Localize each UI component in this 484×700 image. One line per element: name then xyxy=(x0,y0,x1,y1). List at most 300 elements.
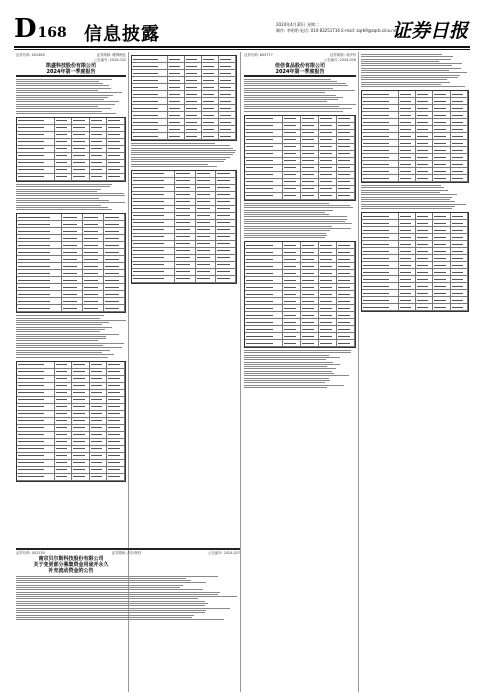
table-cell xyxy=(362,304,399,310)
text-line xyxy=(16,104,115,105)
table-cell xyxy=(245,256,283,262)
table-row xyxy=(17,439,125,446)
table-cell xyxy=(168,63,185,69)
table-cell xyxy=(132,185,175,191)
table-cell xyxy=(83,291,104,297)
table-cell xyxy=(416,154,433,160)
table-cell xyxy=(283,340,301,346)
table-row xyxy=(132,276,236,283)
table-cell xyxy=(301,326,319,332)
table-cell xyxy=(283,137,301,143)
table-cell xyxy=(301,137,319,143)
text-line xyxy=(16,354,114,355)
table-row xyxy=(132,199,236,206)
table-row xyxy=(132,133,236,140)
table-row xyxy=(17,125,125,132)
table-cell xyxy=(216,178,236,184)
table-cell xyxy=(17,228,62,234)
text-line xyxy=(16,576,218,577)
body-text xyxy=(16,576,240,621)
table-cell xyxy=(55,160,73,166)
table-cell xyxy=(451,290,468,296)
table-cell xyxy=(175,171,195,177)
table-cell xyxy=(451,283,468,289)
company-name: 南京贝尔斯科技股份有限公司 xyxy=(38,555,104,562)
table-cell xyxy=(90,397,108,403)
table-cell xyxy=(337,291,355,297)
table-cell xyxy=(216,234,236,240)
table-cell xyxy=(433,133,450,139)
table-cell xyxy=(83,263,104,269)
table-cell xyxy=(416,276,433,282)
table-cell xyxy=(55,369,73,375)
table-cell xyxy=(185,63,202,69)
table-cell xyxy=(433,262,450,268)
table-cell xyxy=(301,179,319,185)
table-cell xyxy=(451,105,468,111)
table-cell xyxy=(72,446,90,452)
table-cell xyxy=(337,130,355,136)
table-row xyxy=(132,178,236,185)
table-cell xyxy=(301,158,319,164)
stock-abbr: 证券简称: 沃尔核材 xyxy=(111,550,141,555)
table-cell xyxy=(399,297,416,303)
table-cell xyxy=(17,411,55,417)
table-cell xyxy=(196,248,216,254)
table-cell xyxy=(399,304,416,310)
text-line xyxy=(16,350,110,351)
table-cell xyxy=(245,326,283,332)
income-statement-table xyxy=(131,55,237,141)
table-cell xyxy=(399,220,416,226)
text-line xyxy=(244,368,336,369)
table-cell xyxy=(416,283,433,289)
table-cell xyxy=(301,130,319,136)
table-cell xyxy=(55,418,73,424)
table-row xyxy=(132,248,236,255)
table-cell xyxy=(107,167,125,173)
text-line xyxy=(244,219,347,220)
table-cell xyxy=(219,77,236,83)
table-cell xyxy=(399,119,416,125)
table-cell xyxy=(283,326,301,332)
text-line xyxy=(244,373,334,374)
announcement-no: 公告编号: 2024-027 xyxy=(207,550,240,555)
table-cell xyxy=(185,133,202,139)
text-line xyxy=(16,578,186,579)
table-row xyxy=(17,383,125,390)
table-cell xyxy=(362,227,399,233)
table-cell xyxy=(433,175,450,181)
table-cell xyxy=(451,248,468,254)
table-cell xyxy=(245,249,283,255)
table-cell xyxy=(399,290,416,296)
text-line xyxy=(16,209,112,210)
table-cell xyxy=(283,298,301,304)
announcement-no: 公告编号: 2024-032 xyxy=(93,58,126,62)
table-cell xyxy=(17,284,62,290)
text-line xyxy=(16,331,100,332)
table-cell xyxy=(196,171,216,177)
table-cell xyxy=(107,446,125,452)
table-cell xyxy=(416,147,433,153)
table-cell xyxy=(132,220,175,226)
table-cell xyxy=(17,474,55,480)
table-cell xyxy=(55,383,73,389)
table-cell xyxy=(17,298,62,304)
table-cell xyxy=(196,185,216,191)
table-row xyxy=(245,123,355,130)
table-cell xyxy=(433,112,450,118)
table-cell xyxy=(185,126,202,132)
table-row xyxy=(245,256,355,263)
table-cell xyxy=(104,228,125,234)
table-cell xyxy=(337,277,355,283)
table-cell xyxy=(90,467,108,473)
table-cell xyxy=(83,235,104,241)
text-line xyxy=(16,83,103,84)
company-name: 佳佳食品股份有限公司 xyxy=(274,63,325,69)
table-cell xyxy=(175,269,195,275)
text-line xyxy=(16,605,205,606)
table-cell xyxy=(416,269,433,275)
table-row xyxy=(17,291,125,298)
contact-line: 制作: 李明明 电话: 010-83251716 E-mail: zqrb9@zqrb.sina.net xyxy=(276,28,398,33)
table-cell xyxy=(62,228,83,234)
table-row xyxy=(362,213,468,220)
table-cell xyxy=(337,179,355,185)
stock-abbr: 证券简称: 赣锋锂业 xyxy=(96,53,126,57)
right-continuation-column xyxy=(361,52,469,692)
table-cell xyxy=(175,220,195,226)
text-line xyxy=(244,88,333,89)
table-row xyxy=(132,234,236,241)
table-cell xyxy=(72,467,90,473)
table-cell xyxy=(90,460,108,466)
table-cell xyxy=(319,165,337,171)
report-title: 2024年第一季度报告 xyxy=(46,69,96,75)
table-cell xyxy=(17,362,55,368)
section-title: 信息披露 xyxy=(84,24,160,45)
table-cell xyxy=(283,312,301,318)
table-cell xyxy=(17,214,62,220)
table-cell xyxy=(399,213,416,219)
table-cell xyxy=(107,397,125,403)
newspaper-brand: 证券日报 xyxy=(391,20,468,42)
table-cell xyxy=(168,84,185,90)
table-cell xyxy=(17,369,55,375)
table-cell xyxy=(245,298,283,304)
table-cell xyxy=(283,158,301,164)
table-row xyxy=(132,171,236,178)
table-row xyxy=(362,283,468,290)
table-cell xyxy=(168,91,185,97)
body-text xyxy=(16,184,126,210)
table-cell xyxy=(216,220,236,226)
table-cell xyxy=(245,158,283,164)
text-line xyxy=(244,210,333,211)
text-line xyxy=(16,357,108,358)
table-cell xyxy=(17,125,55,131)
table-cell xyxy=(104,221,125,227)
text-line xyxy=(16,592,220,593)
table-row xyxy=(17,167,125,174)
table-cell xyxy=(362,168,399,174)
table-cell xyxy=(451,255,468,261)
table-cell xyxy=(196,276,216,282)
table-cell xyxy=(196,227,216,233)
table-cell xyxy=(319,333,337,339)
table-cell xyxy=(451,234,468,240)
text-line xyxy=(244,362,333,363)
table-cell xyxy=(83,277,104,283)
table-cell xyxy=(319,242,337,248)
text-line xyxy=(16,101,119,102)
table-cell xyxy=(433,304,450,310)
table-cell xyxy=(433,98,450,104)
table-row xyxy=(362,91,468,98)
table-cell xyxy=(185,70,202,76)
text-line xyxy=(16,79,112,80)
table-cell xyxy=(416,227,433,233)
table-cell xyxy=(132,63,168,69)
page-header xyxy=(14,16,470,44)
text-line xyxy=(244,205,350,206)
table-cell xyxy=(185,56,202,62)
income-statement-table xyxy=(361,212,469,312)
table-cell xyxy=(62,221,83,227)
table-cell xyxy=(416,168,433,174)
table-cell xyxy=(219,133,236,139)
text-line xyxy=(16,340,98,341)
table-cell xyxy=(72,139,90,145)
body-text xyxy=(244,350,356,388)
table-cell xyxy=(416,112,433,118)
text-line xyxy=(244,83,346,84)
table-cell xyxy=(132,70,168,76)
text-line xyxy=(16,90,98,91)
table-cell xyxy=(416,98,433,104)
table-cell xyxy=(107,390,125,396)
table-cell xyxy=(216,255,236,261)
table-cell xyxy=(132,248,175,254)
table-cell xyxy=(337,186,355,192)
table-cell xyxy=(245,312,283,318)
table-row xyxy=(17,270,125,277)
table-cell xyxy=(245,242,283,248)
table-cell xyxy=(416,105,433,111)
text-line xyxy=(16,202,125,203)
table-cell xyxy=(107,439,125,445)
table-cell xyxy=(301,186,319,192)
text-line xyxy=(361,204,466,205)
text-line xyxy=(16,184,112,185)
table-cell xyxy=(399,234,416,240)
table-cell xyxy=(399,227,416,233)
table-cell xyxy=(216,192,236,198)
table-cell xyxy=(319,151,337,157)
text-line xyxy=(244,366,327,367)
table-cell xyxy=(283,291,301,297)
table-cell xyxy=(301,123,319,129)
table-row xyxy=(132,220,236,227)
table-cell xyxy=(319,116,337,122)
table-cell xyxy=(362,126,399,132)
table-cell xyxy=(83,305,104,311)
table-cell xyxy=(301,116,319,122)
table-cell xyxy=(90,160,108,166)
table-cell xyxy=(55,404,73,410)
table-cell xyxy=(433,220,450,226)
table-row xyxy=(362,248,468,255)
table-cell xyxy=(337,158,355,164)
table-cell xyxy=(301,312,319,318)
text-line xyxy=(244,230,330,231)
table-cell xyxy=(132,199,175,205)
table-cell xyxy=(17,242,62,248)
table-cell xyxy=(107,362,125,368)
text-line xyxy=(361,54,442,55)
table-row xyxy=(132,126,236,133)
table-cell xyxy=(399,262,416,268)
table-cell xyxy=(175,178,195,184)
text-line xyxy=(244,203,329,204)
text-line xyxy=(244,233,326,234)
table-row xyxy=(17,397,125,404)
table-cell xyxy=(107,460,125,466)
table-cell xyxy=(72,383,90,389)
table-cell xyxy=(55,376,73,382)
text-line xyxy=(244,380,330,381)
table-row xyxy=(362,119,468,126)
table-cell xyxy=(62,256,83,262)
table-cell xyxy=(319,249,337,255)
text-line xyxy=(361,70,449,71)
table-cell xyxy=(175,262,195,268)
table-row xyxy=(132,213,236,220)
table-cell xyxy=(202,56,219,62)
table-cell xyxy=(17,235,62,241)
table-cell xyxy=(399,147,416,153)
table-cell xyxy=(319,179,337,185)
table-cell xyxy=(216,241,236,247)
table-cell xyxy=(55,474,73,480)
table-row xyxy=(17,153,125,160)
text-line xyxy=(244,99,338,100)
table-cell xyxy=(319,130,337,136)
table-cell xyxy=(83,284,104,290)
text-line xyxy=(244,385,344,386)
table-cell xyxy=(219,91,236,97)
table-cell xyxy=(202,70,219,76)
table-cell xyxy=(301,277,319,283)
table-cell xyxy=(319,123,337,129)
table-cell xyxy=(416,140,433,146)
text-line xyxy=(361,65,452,66)
table-cell xyxy=(132,77,168,83)
table-cell xyxy=(416,248,433,254)
table-cell xyxy=(433,126,450,132)
table-row xyxy=(132,98,236,105)
table-cell xyxy=(90,376,108,382)
table-cell xyxy=(362,234,399,240)
table-cell xyxy=(90,383,108,389)
table-cell xyxy=(433,119,450,125)
table-cell xyxy=(104,249,125,255)
table-row xyxy=(245,319,355,326)
table-cell xyxy=(416,91,433,97)
table-cell xyxy=(416,255,433,261)
table-cell xyxy=(362,241,399,247)
table-cell xyxy=(433,227,450,233)
text-line xyxy=(361,61,439,62)
balance-sheet-table xyxy=(361,90,469,183)
text-line xyxy=(16,193,124,194)
table-row xyxy=(362,105,468,112)
table-row xyxy=(17,425,125,432)
text-line xyxy=(361,82,450,83)
table-cell xyxy=(319,137,337,143)
header-meta xyxy=(276,22,398,34)
article-kaisheng xyxy=(16,52,126,542)
table-cell xyxy=(17,221,62,227)
table-cell xyxy=(90,474,108,480)
table-cell xyxy=(451,175,468,181)
column-divider xyxy=(358,52,359,692)
table-cell xyxy=(362,175,399,181)
table-row xyxy=(245,326,355,333)
table-cell xyxy=(107,404,125,410)
table-cell xyxy=(107,174,125,180)
table-cell xyxy=(451,297,468,303)
table-cell xyxy=(245,319,283,325)
table-cell xyxy=(72,362,90,368)
table-cell xyxy=(433,276,450,282)
text-line xyxy=(16,596,237,597)
table-row xyxy=(362,276,468,283)
table-cell xyxy=(72,432,90,438)
text-line xyxy=(244,92,325,93)
text-line xyxy=(244,375,349,376)
table-cell xyxy=(132,213,175,219)
table-cell xyxy=(399,112,416,118)
text-line xyxy=(16,81,99,82)
table-cell xyxy=(90,118,108,124)
table-row xyxy=(245,249,355,256)
table-row xyxy=(362,255,468,262)
table-row xyxy=(17,160,125,167)
table-cell xyxy=(175,213,195,219)
text-line xyxy=(244,359,326,360)
table-cell xyxy=(90,411,108,417)
text-line xyxy=(16,95,113,96)
table-cell xyxy=(196,262,216,268)
table-cell xyxy=(55,446,73,452)
table-cell xyxy=(90,132,108,138)
page-letter: D xyxy=(14,14,37,44)
table-cell xyxy=(219,84,236,90)
table-cell xyxy=(72,418,90,424)
body-text xyxy=(244,79,356,112)
table-cell xyxy=(72,439,90,445)
table-cell xyxy=(90,362,108,368)
text-line xyxy=(244,212,325,213)
table-cell xyxy=(451,304,468,310)
table-cell xyxy=(72,153,90,159)
table-row xyxy=(132,119,236,126)
table-cell xyxy=(362,112,399,118)
table-row xyxy=(132,77,236,84)
